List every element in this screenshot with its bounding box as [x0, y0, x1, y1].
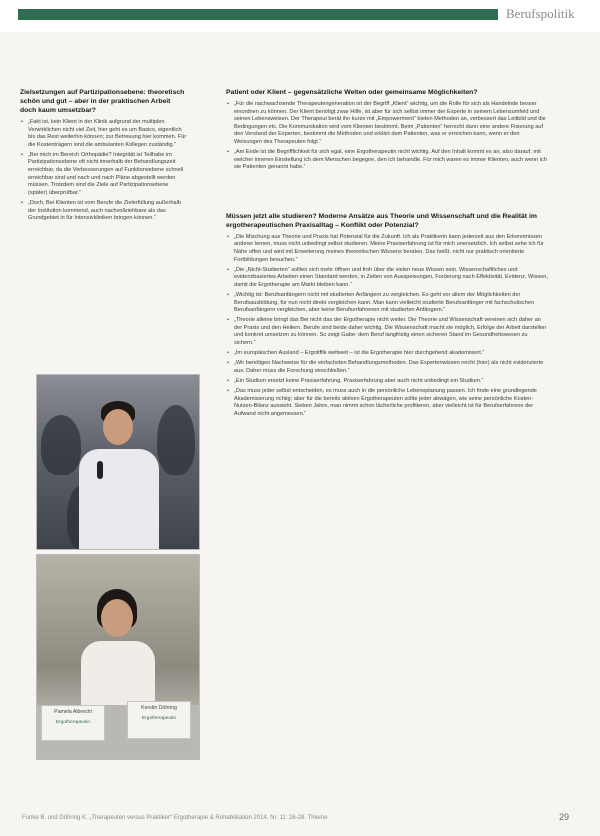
audience-silhouette [41, 415, 81, 475]
list-item: • „Das muss jeder selbst entscheiden, es muss auch in die persönliche Lebensplanung passen. Ich finde eine grundlegende Akademisierung richtig; aber für die bereits aktiven Ergotherapeuten sollte jeder abwägen, wie seine persönliche Kosten-Nutzen-Bilanz aussieht. Sieben Jahre, man nimmt schon lächerliche profitieren, aber vielleicht ist für Berufserfahrene der Aufwand nicht angemessen.“ [234, 388, 548, 418]
section-title: Berufspolitik [506, 6, 575, 21]
section2-list [226, 234, 548, 419]
left-heading: Zielsetzungen auf Partizipationsebene: theoretisch schön und gut – aber in der praktischen Arbeit doch kaum umsetzbar? [20, 89, 185, 114]
nameplate-right-role: Ergotherapeutin [141, 715, 177, 721]
conference-photo-panel [36, 554, 200, 760]
microphone-icon [97, 461, 103, 479]
page-number: 29 [559, 812, 570, 822]
nameplate-left [41, 705, 105, 741]
list-item: • „Wir benötigen Nachweise für die einfachsten Behandlungsmethoden. Das Expertenwissen reicht (hier) als nicht evidenzierte aus. Daher muss die Forschung einschließen.“ [234, 360, 548, 375]
conference-photo-speaker [36, 374, 200, 550]
list-item: • „Wichtig ist: Berufsanfängern nicht mit studierten Anfängern zu vergleichen. Es geht vor allem der Möglichkeiten der Berufsausbildung, für nun nicht direkt vergleichen kann. Man kann vielleicht studierte Berufsanfänger mit fachschulischen Berufsanfängern vergleichen, aber keine Berufserfahrenen mit studierten Anfängern.“ [234, 292, 548, 315]
list-item: • „Die „Nicht-Studierten“ sollten sich mehr öffnen und froh über die vielen neue Wissen sein. Wissenschaftliches und evidenzbasiertes Arbeiten einen Standard werden, in Zeiten von Ausspeisungen, Forderung nach Effektivität, Evidenz, Wissen, damit die Ergotherapie am Markt bleiben kann.“ [234, 267, 548, 290]
section2-heading: Müssen jetzt alle studieren? Moderne Ansätze aus Theorie und Wissenschaft und die Realität im ergotherapeutischen Praxisalltag – Konflikt oder Potenzial? [226, 212, 537, 229]
section2 [226, 212, 548, 419]
nameplate-right-name: Kerstin Döhring [141, 705, 177, 711]
section1-list [226, 101, 548, 172]
list-item: • „Theorie alleine bringt das Bei nicht das der Ergotherapie nicht weiter. Die Theorie und Wissenschaft vereinen sich daher an der Praxis und den Heilern. Berufe sind beide daher wichtig. Die Wissenschaft macht sie möglich, Erfolge der Arbeit darstellen und konkret umsetzen zu können. So zeigt Gabe: dem Beruf langfristig einen sicheren Stand im Gesundheitswesen zu sichern.“ [234, 317, 548, 347]
footer-citation: Funke B. und Döhring K. „Therapeuten versus Praktiker“ Ergotherapie & Rehabilitation 2014, Nr. 11: 26-28. Thieme [22, 815, 328, 821]
list-item: • „Die Mischung aus Theorie und Praxis hat Potenzial für die Zukunft. Ich als Praktikerin kann jederzeit aus den Erkenntnissen anderer lernen, muss nicht unbedingt selbst studieren. Meine Praxiserfahrung ist für mich unersetzlich. Ich selbst sehe ich für Nähe offen und wird mit Erweiterung meines theoretischen Wissens beraten. Das heißt, nicht nur praktisch orientierte Fortbildungen besuchen.“ [234, 234, 548, 264]
left-column [20, 88, 188, 225]
list-item: • „Im europäischen Ausland – Ergotiffik weltweit – ist die Ergotherapie hier durchgehend akademisiert.“ [234, 350, 548, 358]
list-item: • „Bei mich im Bereich Orthopädie? Integrität ist Teilhabe im Partizipationsebene oft nicht innerhalb der Behandlungszeit erreichbar, da die Verbesserungen auf Funktionsebene schnell erreichbar sind und nach und nach Pläne abgestellt werden müssen. Trotzdem sind die Ziele auf Partizipationsebene (später) überprüfbar.“ [28, 152, 188, 198]
list-item: • „Fakt ist, kein Klient in der Klinik aufgrund der multiplen Verwirklichen nicht viel Zeit, hier geht es um Basics, eigentlich bis das Rest weiterhin können; zur Betreuung hier kommen. Für die Kostenträgern sind die ambulanten Kollegen zuständig.“ [28, 119, 188, 149]
list-item: • „Am Ende ist die Begrifflichkeit für sich egal, eine Ergotherapeutin nicht wichtig. Auf den Inhalt kommt es an, also darauf, mit welcher inneren Einstellung ich dem Menschen begegne, den ich behandle. Für mich waren es immer Klienten, auch wenn ich sie Patienten genannt habe.“ [234, 149, 548, 172]
speaker-head [103, 409, 133, 445]
right-column [226, 88, 548, 421]
section1-heading: Patient oder Klient – gegensätzliche Welten oder gemeinsame Möglichkeiten? [226, 89, 478, 96]
list-item: • „Für die nachwachsende Therapeutengeneration ist der Begriff „Klient“ wichtig, um die Rolle für sich als Handelnde besser einordnen zu können. Der Klient benötigt zwar Hilfe, ist aber für sich selbst immer der Experte in seinem Lebensumfeld und seinen Lebensweisen. Der Therapeut berät ihn kurze mit „Empowerment“ bieten Methoden an, verbessert das Leitbild und die Bedingungen etc. Die Kommunikation wird vom Klienten bestimmt. Beim „Patienten“ herrscht dann eine andere Fixierung auf den Verstand der Experten, bestimmt die Methoden und erklärt dem Patienten, was er erreichen kann, wenn er den Weisungen des Therapeuten folgt.“ [234, 101, 548, 147]
panelist-head [101, 599, 133, 637]
nameplate-right [127, 701, 191, 739]
speaker-shirt [79, 449, 159, 549]
audience-silhouette [157, 405, 195, 475]
left-list [20, 119, 188, 223]
list-item: • „Ein Studium ersetzt keine Praxiserfahrung. Praxiserfahrung aber auch nicht unbedingt ein Studium.“ [234, 378, 548, 386]
nameplate-left-role: Ergotherapeutin [55, 719, 91, 725]
list-item: • „Doch, Bei Klienten ist vom Berufe die Zielerfüllung außerhalb der Institution kommend, auch nachvollziehbare als das Grundgebiet in für Intensivkliniken bringen können.“ [28, 200, 188, 223]
header-color-bar [18, 9, 498, 20]
nameplate-left-name: Pamela Albrecht [54, 709, 92, 715]
page-header [0, 0, 600, 32]
